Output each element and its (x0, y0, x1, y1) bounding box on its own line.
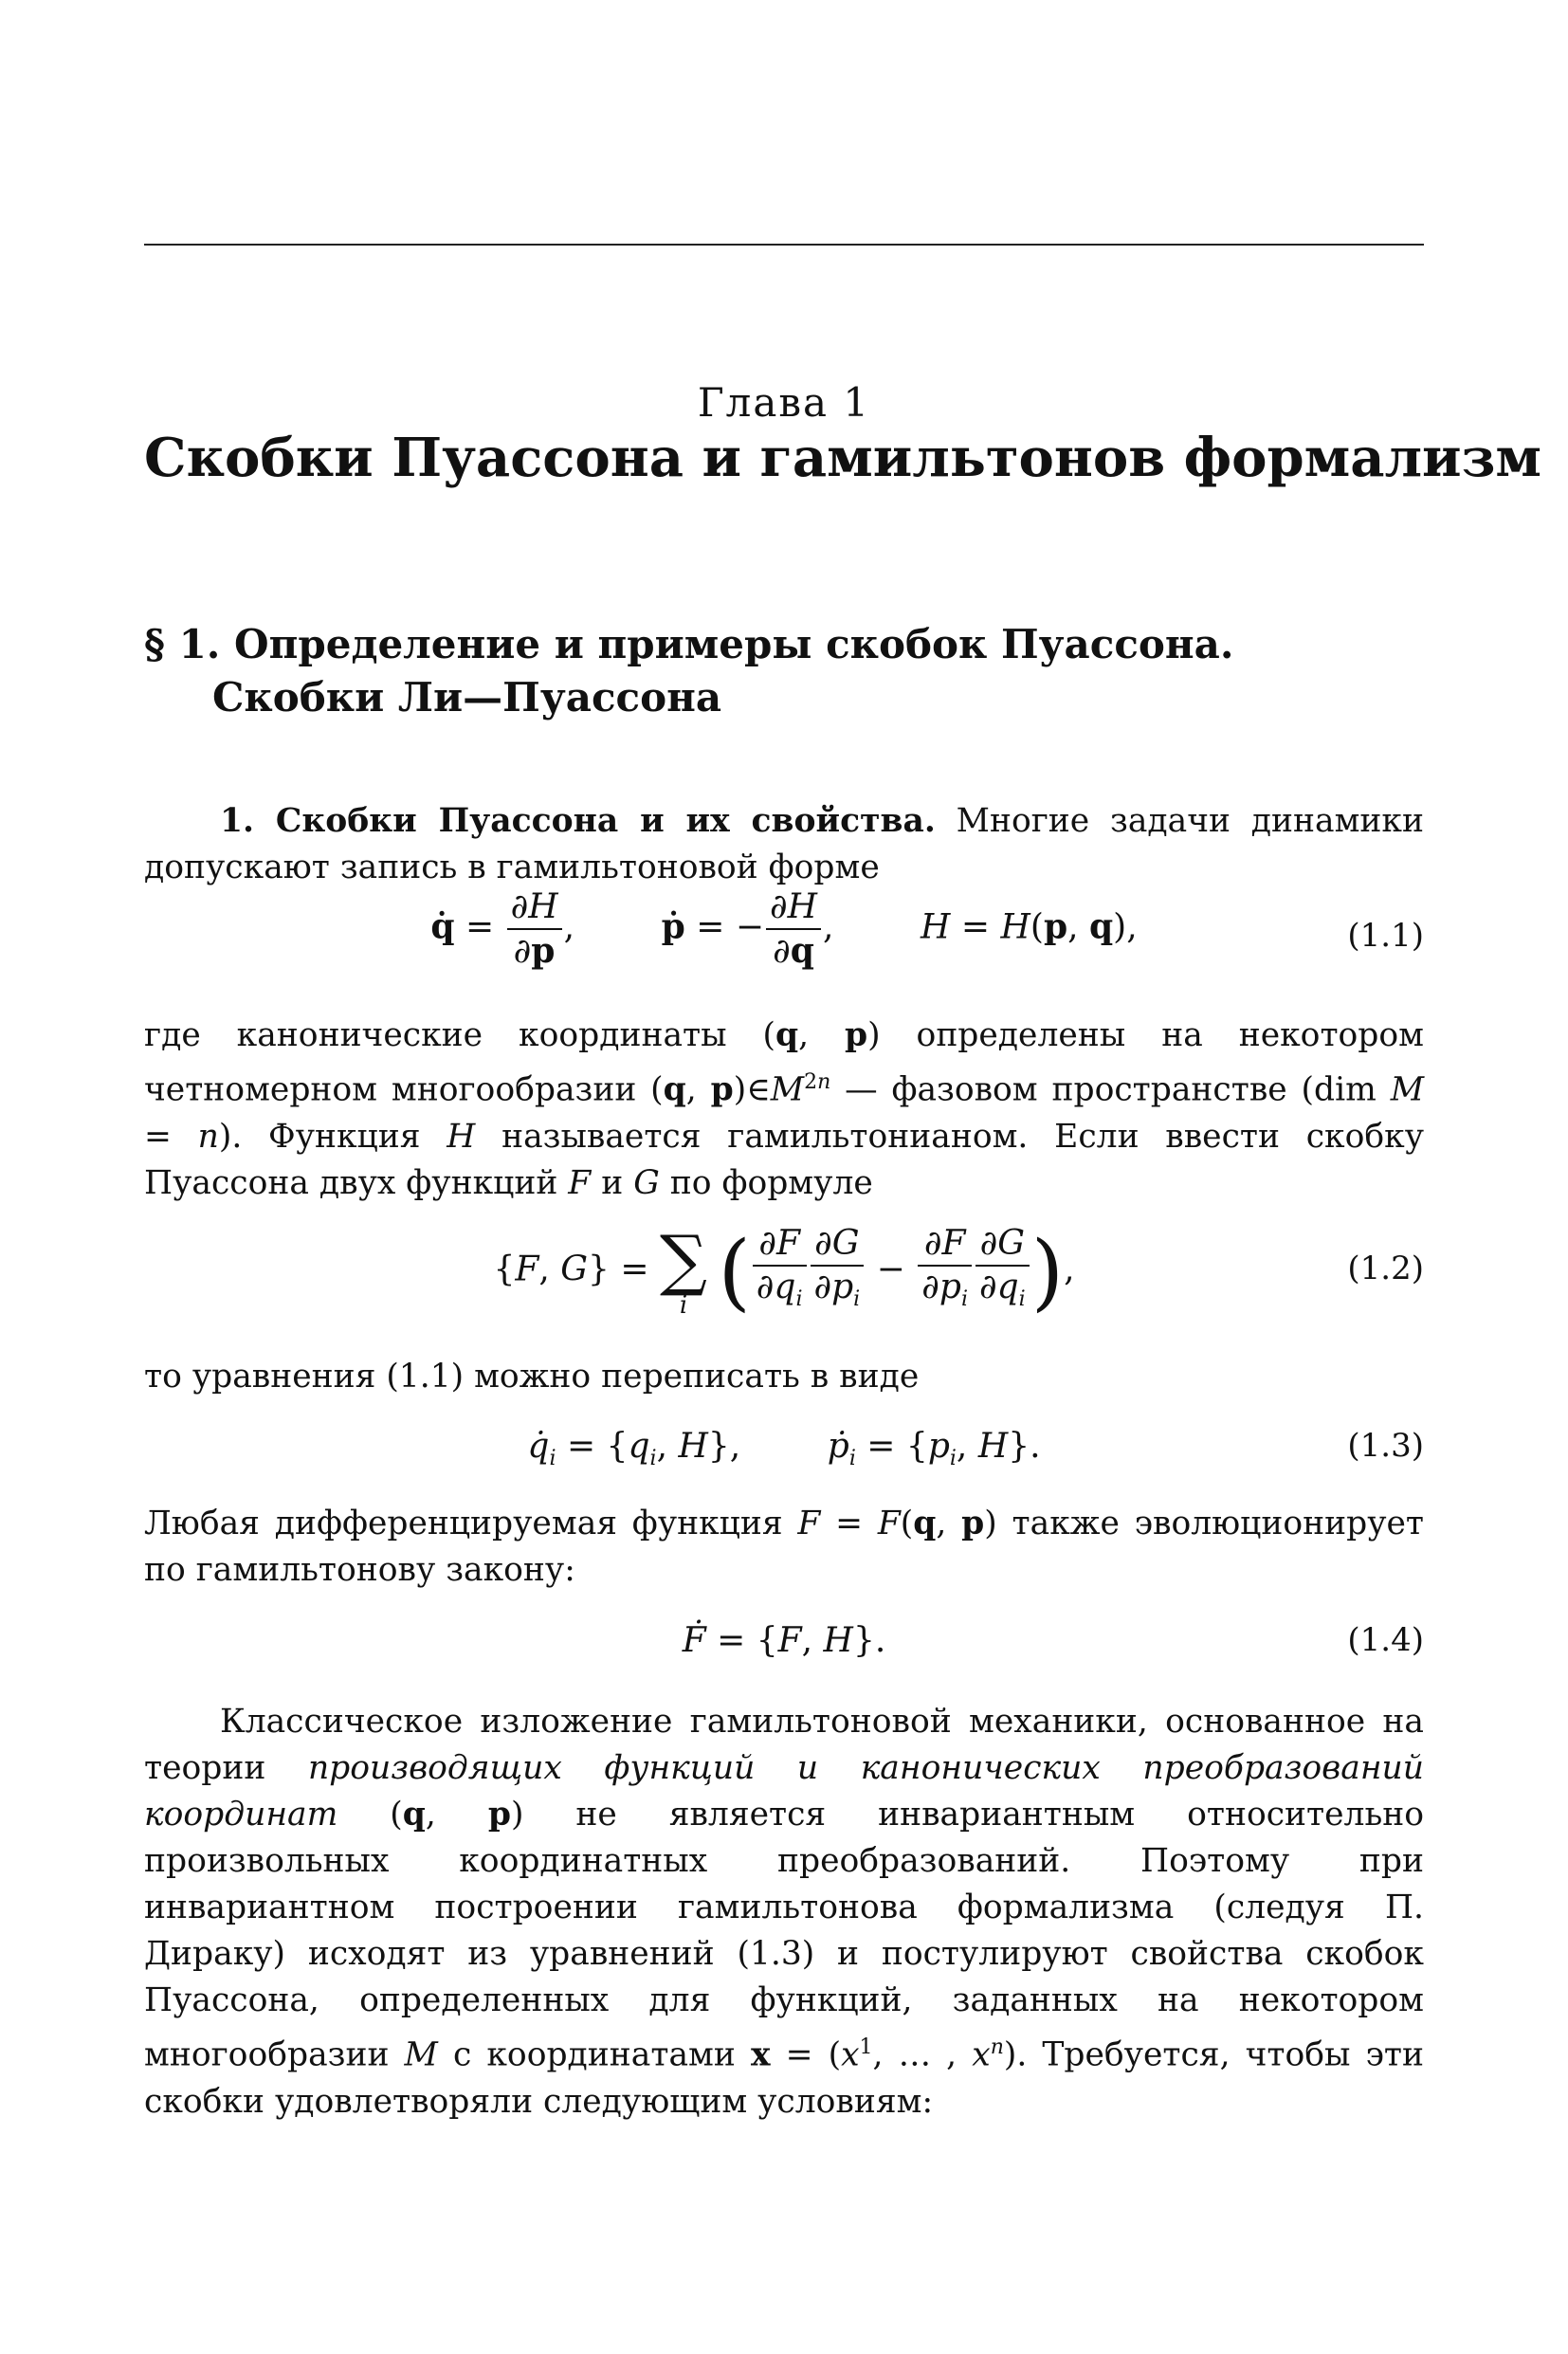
equation-1-3-body: $q̇_i = \{q_i$, H}, ṗ$_i$ = {$p_i$, H}. (527, 1427, 1041, 1471)
equation-1-4 (144, 1621, 1424, 1669)
paragraph-evolution: Любая дифференцируемая функция F = F(q, p) также эволюционирует по гамильтонову закону: (144, 1505, 1424, 1589)
equation-1-1-body: q̇ = $\frac{\partial H}{\partial p}$ , ṗ = − $\frac{\partial H}{\partial q}$ , H = H(p, q), (430, 887, 1138, 971)
paragraph-intro: 1. Скобки Пуассона и их свойства. Многие задачи динамики допускают запись в гамильтоновой форме (144, 802, 1424, 886)
equation-number: (1.4) (1347, 1621, 1424, 1659)
equation-1-2 (144, 1220, 1424, 1346)
equation-1-2-body: {F, G} = ∑ i ( $\frac{\partial F}{\partial q_i}$ $\frac{\partial G}{\partial p_i}$ − $\frac{\partial F}{\partial p_i}$ $\frac{\partial G}{\partial q_i}$ ), (493, 1220, 1075, 1321)
equation-number: (1.3) (1347, 1427, 1424, 1465)
equation-number: (1.2) (1347, 1250, 1424, 1287)
section-title-line2: Скобки Ли—Пуассона (212, 674, 722, 721)
chapter-label: Глава 1 (697, 379, 871, 426)
header-rule (144, 244, 1424, 246)
section-title-line1: § 1. Определение и примеры скобок Пуассона. (144, 621, 1234, 667)
paragraph-rewrite: то уравнения (1.1) можно переписать в виде (144, 1358, 920, 1396)
equation-number: (1.1) (1347, 917, 1424, 955)
chapter-title: Скобки Пуассона и гамильтонов формализм (144, 427, 1541, 489)
paragraph-classical: Классическое изложение гамильтоновой механики, основанное на теории производящих функций и канонических преобразований координат (q, p) не является инвариантным относительно произвольных координатных преобразований. Поэтому при инвариантном построении гамильтонова формализма (следуя П. Дираку) исходят из уравнений (1.3) и постулируют свойства скобок Пуассона, определенных для функций, заданных на некотором многообразии M с координатами $x = (x^1$, … , $x^n$). Требуется, чтобы эти скобки удовлетворяли следующим условиям: (144, 1703, 1425, 2121)
equation-1-3 (144, 1427, 1424, 1474)
equation-1-4-body: Ḟ = {F, H}. (682, 1621, 886, 1660)
subsection-heading: 1. Скобки Пуассона и их свойства. (220, 802, 936, 840)
equation-1-1 (144, 886, 1424, 991)
section-title (144, 618, 1424, 724)
paragraph-canonical: где канонические координаты (q, p) определены на некотором четномерном многообразии (q, $p)\in M^{2n}$ — фазовом пространстве (dim M = n). Функция H называется гамильтонианом. Если ввести скобку Пуассона двух функций F и G по формуле (144, 1016, 1425, 1202)
